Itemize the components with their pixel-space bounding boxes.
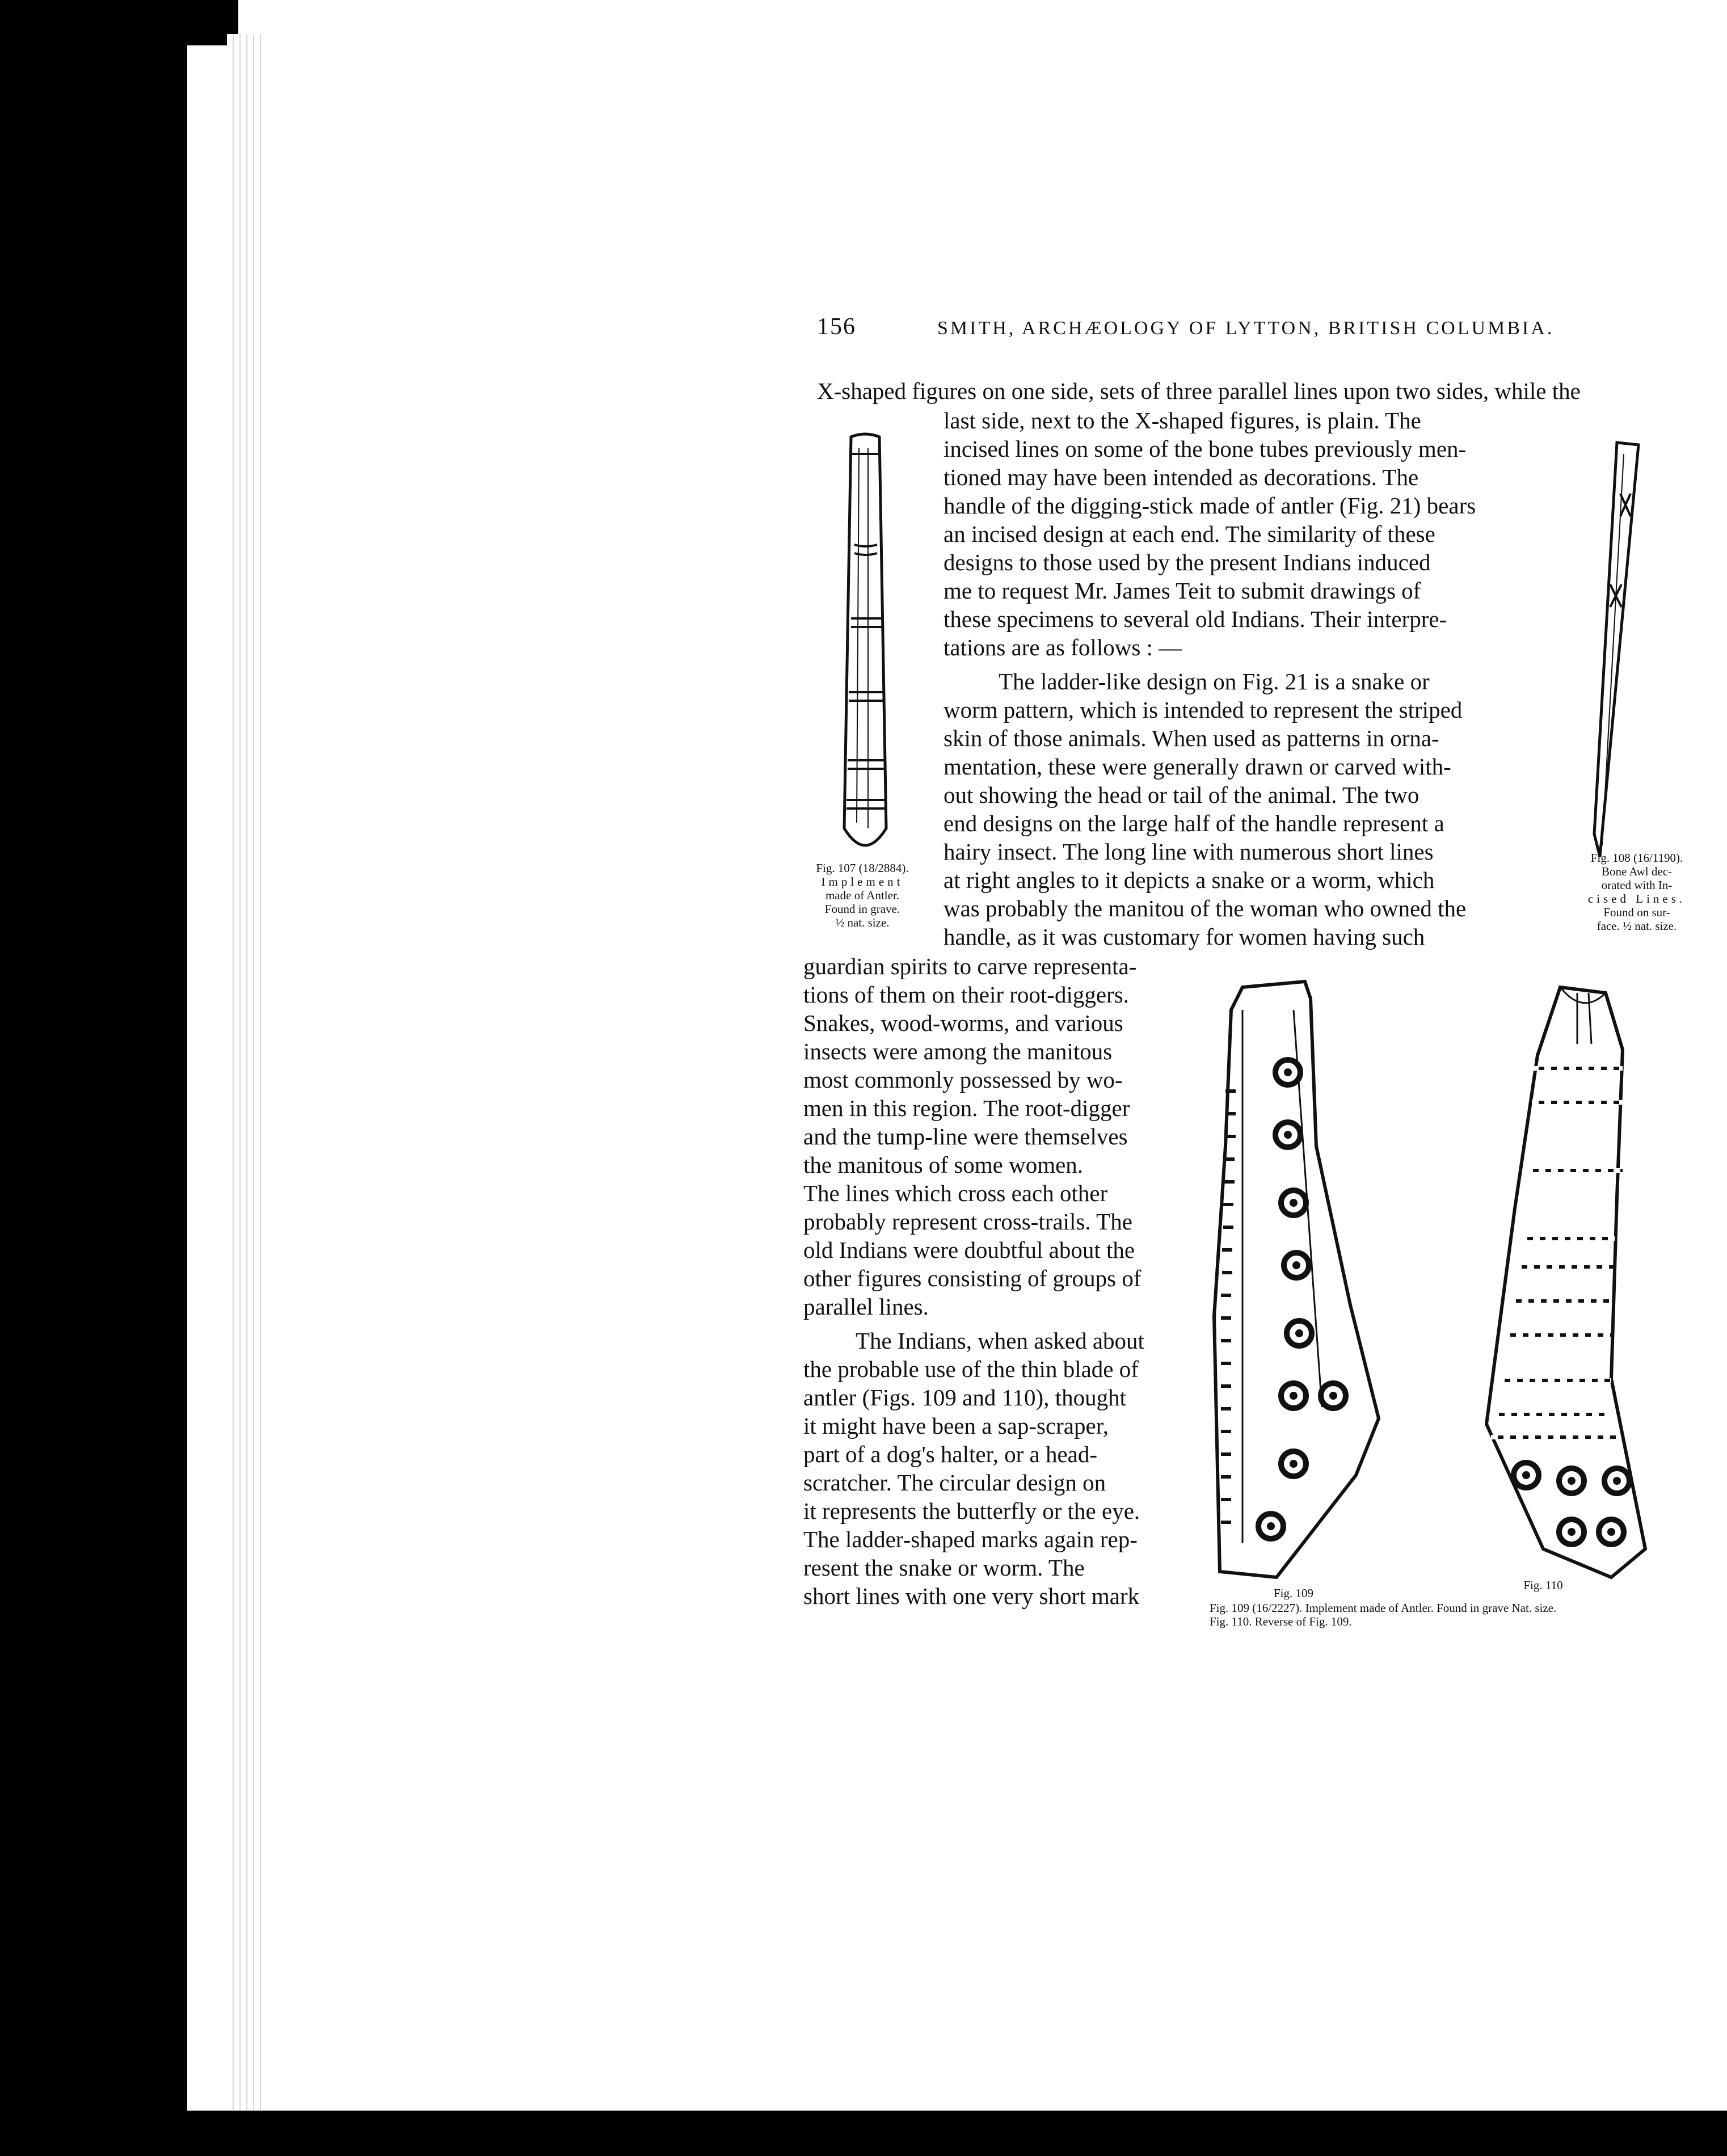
text-line: mentation, these were generally drawn or carved with- — [943, 753, 1451, 780]
text-line: tions of them on their root-diggers. — [803, 982, 1129, 1008]
text-line: most commonly possessed by wo- — [803, 1067, 1123, 1093]
fig-109-illustration — [1208, 976, 1447, 1583]
text-line: last side, next to the X-shaped figures, is plain. The — [943, 407, 1421, 433]
text-line: an incised design at each end. The similarity of these — [943, 521, 1435, 547]
text-line: X-shaped figures on one side, sets of three parallel lines upon two sides, while the — [817, 378, 1581, 404]
text-line: skin of those animals. When used as patterns in orna- — [943, 725, 1439, 751]
fig-109-110-caption — [1210, 1601, 1663, 1628]
text-line: insects were among the manitous — [803, 1038, 1113, 1064]
caption-line: Implement — [821, 875, 904, 888]
text-line: was probably the manitou of the woman who owned the — [943, 895, 1467, 921]
text-line: old Indians were doubtful about the — [803, 1237, 1135, 1263]
text-line: and the tump-line were themselves — [803, 1123, 1128, 1149]
text-line: The ladder-shaped marks again rep- — [803, 1526, 1138, 1552]
running-title: SMITH, ARCHÆOLOGY OF LYTTON, BRITISH COLUMBIA. — [937, 318, 1555, 339]
text-line: end designs on the large half of the handle represent a — [943, 810, 1444, 836]
text-line: it represents the butterfly or the eye. — [803, 1498, 1140, 1524]
text-line: it might have been a sap-scraper, — [803, 1413, 1109, 1439]
fig-110-illustration — [1475, 982, 1668, 1583]
text-line: resent the snake or worm. The — [803, 1555, 1085, 1581]
running-head — [817, 315, 1572, 349]
text-line: tations are as follows : — — [943, 634, 1182, 660]
text-line: scratcher. The circular design on — [803, 1469, 1106, 1496]
caption-line: Found in grave. — [824, 902, 900, 916]
caption-line: orated with In- — [1601, 878, 1673, 892]
caption-line: Fig. 108 (16/1190). — [1590, 851, 1683, 865]
caption-line: Fig. 110. Reverse of Fig. 109. — [1210, 1615, 1352, 1628]
text-line: short lines with one very short mark — [803, 1583, 1140, 1609]
text-line: incised lines on some of the bone tubes previously men- — [943, 436, 1467, 462]
text-line: handle, as it was customary for women having such — [943, 924, 1425, 950]
scanner-backdrop-bottom — [0, 2111, 1727, 2156]
caption-line: Bone Awl dec- — [1601, 865, 1673, 878]
text-line: part of a dog's halter, or a head- — [803, 1441, 1098, 1467]
text-line: parallel lines. — [803, 1294, 929, 1320]
text-line: Snakes, wood-worms, and various — [803, 1010, 1123, 1036]
text-line: at right angles to it depicts a snake or a worm, which — [943, 867, 1435, 893]
text-line: The Indians, when asked about — [856, 1328, 1144, 1354]
text-line: worm pattern, which is intended to represent the striped — [943, 697, 1463, 723]
text-line: other figures consisting of groups of — [803, 1265, 1141, 1291]
fig-108-caption — [1572, 851, 1702, 933]
text-line: designs to those used by the present Indians induced — [943, 549, 1431, 575]
text-line: tioned may have been intended as decorations. The — [943, 464, 1419, 490]
text-line: handle of the digging-stick made of antler (Fig. 21) bears — [943, 492, 1476, 519]
text-line: probably represent cross-trails. The — [803, 1208, 1132, 1235]
fig-107-illustration — [834, 431, 896, 862]
caption-line: Fig. 107 (18/2884). — [816, 861, 909, 875]
caption-line: cised Lines. — [1587, 892, 1686, 906]
text-line: out showing the head or tail of the animal. The two — [943, 782, 1419, 808]
text-line: me to request Mr. James Teit to submit drawings of — [943, 578, 1421, 604]
fig-108-illustration — [1577, 437, 1645, 868]
text-line: The ladder-like design on Fig. 21 is a snake or — [999, 668, 1430, 694]
text-line: these specimens to several old Indians. Their interpre- — [943, 606, 1447, 632]
text-line: The lines which cross each other — [803, 1180, 1108, 1206]
caption-line: Found on sur- — [1603, 906, 1670, 919]
text-line: antler (Figs. 109 and 110), thought — [803, 1384, 1126, 1410]
text-line: men in this region. The root-digger — [803, 1095, 1130, 1121]
text-line: guardian spirits to carve representa- — [803, 953, 1137, 979]
caption-line: Fig. 109 (16/2227). Implement made of Antler. Found in grave Nat. size. — [1210, 1601, 1557, 1615]
caption-line: made of Antler. — [825, 888, 900, 902]
page-number: 156 — [817, 314, 856, 340]
fig-109-label: Fig. 109 — [1273, 1586, 1313, 1600]
text-line: the manitous of some women. — [803, 1152, 1084, 1178]
text-line: hairy insect. The long line with numerous short lines — [943, 839, 1434, 865]
caption-line: face. ½ nat. size. — [1597, 919, 1677, 933]
caption-line: ½ nat. size. — [835, 916, 890, 929]
fig-110-label: Fig. 110 — [1523, 1578, 1563, 1592]
text-line: the probable use of the thin blade of — [803, 1356, 1139, 1382]
fig-107-caption — [800, 861, 925, 929]
